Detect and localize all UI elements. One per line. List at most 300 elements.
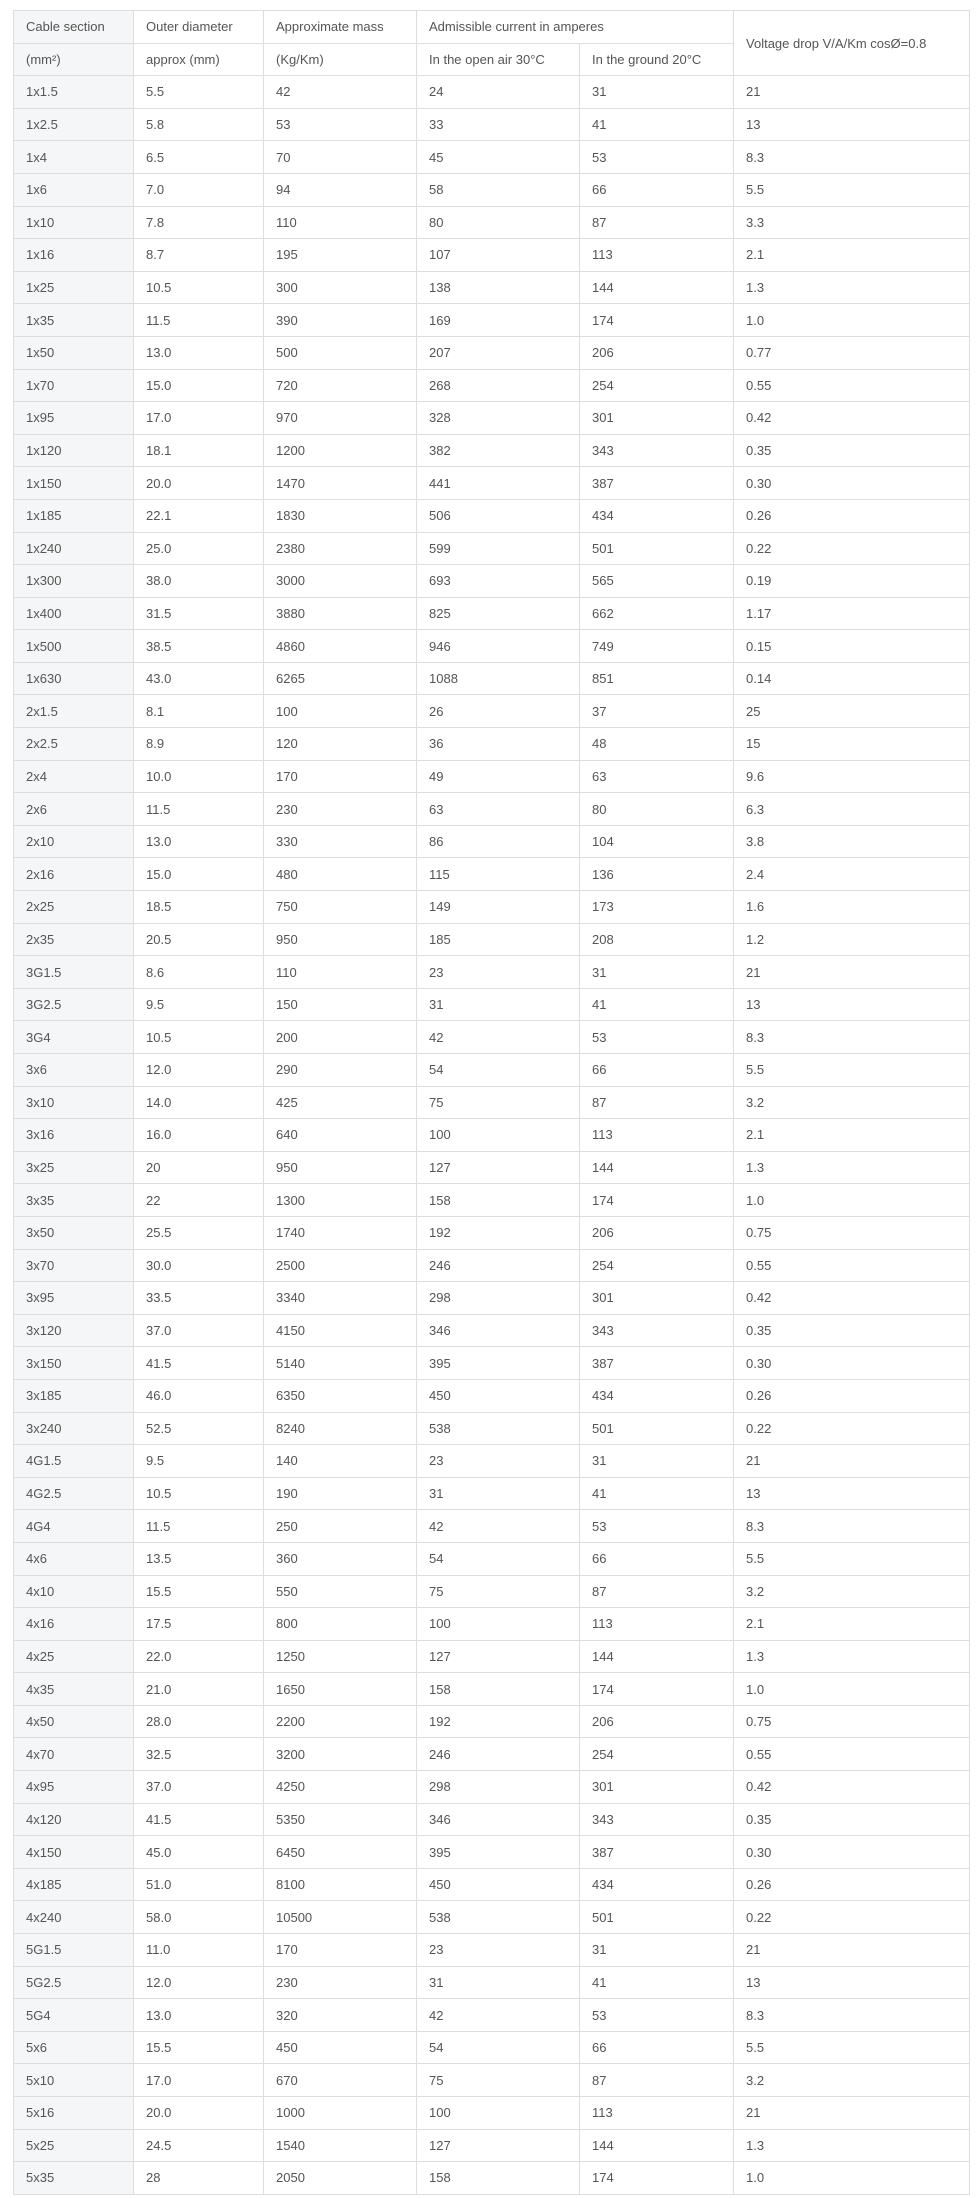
table-row (14, 1119, 970, 1152)
cell-open-air-current: 42 (417, 1510, 580, 1543)
table-row (14, 1608, 970, 1641)
cell-cable-section: 3x70 (14, 1249, 134, 1282)
cell-cable-section: 4x70 (14, 1738, 134, 1771)
cell-outer-diameter: 9.5 (134, 1445, 264, 1478)
cell-open-air-current: 158 (417, 2162, 580, 2195)
cell-open-air-current: 23 (417, 1934, 580, 1967)
cell-ground-current: 387 (580, 1836, 734, 1869)
cell-outer-diameter: 28.0 (134, 1705, 264, 1738)
cell-voltage-drop: 2.1 (734, 239, 970, 272)
cell-cable-section: 1x185 (14, 499, 134, 532)
cell-cable-section: 3x185 (14, 1379, 134, 1412)
cell-open-air-current: 42 (417, 1999, 580, 2032)
cell-ground-current: 434 (580, 499, 734, 532)
cell-voltage-drop: 8.3 (734, 141, 970, 174)
table-row (14, 858, 970, 891)
table-row (14, 108, 970, 141)
cell-ground-current: 174 (580, 1673, 734, 1706)
table-row (14, 956, 970, 989)
cell-cable-section: 3x240 (14, 1412, 134, 1445)
cell-outer-diameter: 18.1 (134, 434, 264, 467)
cell-outer-diameter: 13.0 (134, 1999, 264, 2032)
table-row (14, 499, 970, 532)
header-outer-diameter: Outer diameter (134, 11, 264, 44)
cell-mass: 2050 (264, 2162, 417, 2195)
cell-open-air-current: 115 (417, 858, 580, 891)
cell-mass: 1250 (264, 1640, 417, 1673)
cell-open-air-current: 246 (417, 1738, 580, 1771)
table-row (14, 271, 970, 304)
cell-cable-section: 3x50 (14, 1216, 134, 1249)
cell-cable-section: 1x120 (14, 434, 134, 467)
cell-voltage-drop: 13 (734, 108, 970, 141)
cell-voltage-drop: 0.22 (734, 1412, 970, 1445)
cell-outer-diameter: 18.5 (134, 891, 264, 924)
table-row (14, 1184, 970, 1217)
cell-open-air-current: 75 (417, 1575, 580, 1608)
cell-cable-section: 5G1.5 (14, 1934, 134, 1967)
cell-voltage-drop: 0.42 (734, 1282, 970, 1315)
cell-cable-section: 1x1.5 (14, 76, 134, 109)
cell-open-air-current: 207 (417, 336, 580, 369)
cell-outer-diameter: 33.5 (134, 1282, 264, 1315)
cell-cable-section: 4x120 (14, 1803, 134, 1836)
cell-outer-diameter: 5.8 (134, 108, 264, 141)
cell-open-air-current: 31 (417, 1477, 580, 1510)
cell-open-air-current: 54 (417, 1542, 580, 1575)
cell-ground-current: 501 (580, 532, 734, 565)
cell-cable-section: 4x16 (14, 1608, 134, 1641)
cell-open-air-current: 328 (417, 402, 580, 435)
cell-mass: 8240 (264, 1412, 417, 1445)
cell-open-air-current: 36 (417, 728, 580, 761)
cell-ground-current: 87 (580, 2064, 734, 2097)
cell-cable-section: 1x70 (14, 369, 134, 402)
cell-open-air-current: 100 (417, 1119, 580, 1152)
cell-ground-current: 31 (580, 956, 734, 989)
cell-outer-diameter: 51.0 (134, 1868, 264, 1901)
cell-outer-diameter: 32.5 (134, 1738, 264, 1771)
cell-voltage-drop: 0.55 (734, 369, 970, 402)
cell-voltage-drop: 5.5 (734, 1542, 970, 1575)
cell-cable-section: 2x6 (14, 793, 134, 826)
table-row (14, 467, 970, 500)
cell-cable-section: 5G4 (14, 1999, 134, 2032)
cell-outer-diameter: 15.5 (134, 2031, 264, 2064)
cell-mass: 2200 (264, 1705, 417, 1738)
cell-open-air-current: 1088 (417, 662, 580, 695)
table-row (14, 1999, 970, 2032)
cell-cable-section: 4G1.5 (14, 1445, 134, 1478)
cell-cable-section: 2x16 (14, 858, 134, 891)
cell-voltage-drop: 0.30 (734, 1836, 970, 1869)
cell-voltage-drop: 0.35 (734, 1803, 970, 1836)
cell-cable-section: 4x25 (14, 1640, 134, 1673)
cell-voltage-drop: 1.17 (734, 597, 970, 630)
table-row (14, 402, 970, 435)
cell-cable-section: 1x25 (14, 271, 134, 304)
cell-outer-diameter: 12.0 (134, 1966, 264, 1999)
table-row (14, 239, 970, 272)
cell-voltage-drop: 0.35 (734, 434, 970, 467)
cell-voltage-drop: 1.3 (734, 271, 970, 304)
cell-ground-current: 53 (580, 141, 734, 174)
table-row (14, 1673, 970, 1706)
cell-open-air-current: 127 (417, 1640, 580, 1673)
cell-ground-current: 113 (580, 2097, 734, 2130)
table-row (14, 1803, 970, 1836)
cell-outer-diameter: 30.0 (134, 1249, 264, 1282)
cell-voltage-drop: 0.77 (734, 336, 970, 369)
cell-outer-diameter: 15.5 (134, 1575, 264, 1608)
cell-ground-current: 343 (580, 434, 734, 467)
cell-ground-current: 343 (580, 1803, 734, 1836)
cell-outer-diameter: 10.5 (134, 1477, 264, 1510)
cell-cable-section: 2x35 (14, 923, 134, 956)
cell-outer-diameter: 58.0 (134, 1901, 264, 1934)
cell-mass: 1000 (264, 2097, 417, 2130)
cell-voltage-drop: 0.22 (734, 532, 970, 565)
table-row (14, 1282, 970, 1315)
cell-cable-section: 4x95 (14, 1771, 134, 1804)
cell-cable-section: 4x6 (14, 1542, 134, 1575)
cell-ground-current: 136 (580, 858, 734, 891)
cell-voltage-drop: 0.30 (734, 1347, 970, 1380)
cell-mass: 2500 (264, 1249, 417, 1282)
cell-cable-section: 3x10 (14, 1086, 134, 1119)
cell-outer-diameter: 6.5 (134, 141, 264, 174)
cell-outer-diameter: 46.0 (134, 1379, 264, 1412)
cell-ground-current: 87 (580, 1575, 734, 1608)
cell-mass: 195 (264, 239, 417, 272)
cell-open-air-current: 825 (417, 597, 580, 630)
cell-mass: 950 (264, 1151, 417, 1184)
table-row (14, 336, 970, 369)
header-admissible-current: Admissible current in amperes (417, 11, 734, 44)
table-row (14, 793, 970, 826)
cell-outer-diameter: 10.5 (134, 271, 264, 304)
cell-mass: 970 (264, 402, 417, 435)
cell-outer-diameter: 13.0 (134, 825, 264, 858)
cell-outer-diameter: 37.0 (134, 1771, 264, 1804)
cell-mass: 4860 (264, 630, 417, 663)
cell-outer-diameter: 20.0 (134, 467, 264, 500)
cell-open-air-current: 138 (417, 271, 580, 304)
cell-mass: 330 (264, 825, 417, 858)
cell-outer-diameter: 45.0 (134, 1836, 264, 1869)
cell-ground-current: 173 (580, 891, 734, 924)
cell-cable-section: 1x6 (14, 173, 134, 206)
table-row (14, 304, 970, 337)
cell-cable-section: 4x35 (14, 1673, 134, 1706)
cell-open-air-current: 100 (417, 2097, 580, 2130)
header-outer-diameter-unit: approx (mm) (134, 43, 264, 76)
table-row (14, 630, 970, 663)
cell-voltage-drop: 8.3 (734, 1999, 970, 2032)
cell-ground-current: 254 (580, 369, 734, 402)
cell-cable-section: 1x16 (14, 239, 134, 272)
cell-open-air-current: 298 (417, 1771, 580, 1804)
cell-open-air-current: 538 (417, 1901, 580, 1934)
cell-mass: 670 (264, 2064, 417, 2097)
cell-mass: 1300 (264, 1184, 417, 1217)
table-row (14, 2162, 970, 2195)
cell-mass: 170 (264, 1934, 417, 1967)
cell-cable-section: 1x2.5 (14, 108, 134, 141)
table-row (14, 1901, 970, 1934)
table-row (14, 662, 970, 695)
cell-cable-section: 5x6 (14, 2031, 134, 2064)
cell-voltage-drop: 25 (734, 695, 970, 728)
table-row (14, 1347, 970, 1380)
cell-outer-diameter: 20 (134, 1151, 264, 1184)
cell-voltage-drop: 3.2 (734, 1086, 970, 1119)
cell-voltage-drop: 1.0 (734, 2162, 970, 2195)
cell-cable-section: 1x500 (14, 630, 134, 663)
cell-ground-current: 662 (580, 597, 734, 630)
cell-ground-current: 113 (580, 1608, 734, 1641)
cell-outer-diameter: 38.0 (134, 565, 264, 598)
cell-open-air-current: 31 (417, 1966, 580, 1999)
header-approximate-mass: Approximate mass (264, 11, 417, 44)
cell-outer-diameter: 10.5 (134, 1021, 264, 1054)
cell-open-air-current: 268 (417, 369, 580, 402)
table-row (14, 141, 970, 174)
cell-ground-current: 41 (580, 1477, 734, 1510)
cell-mass: 5350 (264, 1803, 417, 1836)
cell-outer-diameter: 16.0 (134, 1119, 264, 1152)
cell-outer-diameter: 37.0 (134, 1314, 264, 1347)
table-row (14, 1412, 970, 1445)
cell-mass: 800 (264, 1608, 417, 1641)
cell-open-air-current: 127 (417, 1151, 580, 1184)
cell-cable-section: 1x400 (14, 597, 134, 630)
cell-open-air-current: 599 (417, 532, 580, 565)
cell-mass: 3340 (264, 1282, 417, 1315)
cell-voltage-drop: 21 (734, 2097, 970, 2130)
cell-cable-section: 3x25 (14, 1151, 134, 1184)
cell-voltage-drop: 0.35 (734, 1314, 970, 1347)
cell-ground-current: 80 (580, 793, 734, 826)
cell-cable-section: 2x4 (14, 760, 134, 793)
cell-outer-diameter: 25.5 (134, 1216, 264, 1249)
cell-ground-current: 41 (580, 988, 734, 1021)
cell-voltage-drop: 0.75 (734, 1216, 970, 1249)
cell-mass: 550 (264, 1575, 417, 1608)
table-row (14, 1575, 970, 1608)
cell-open-air-current: 80 (417, 206, 580, 239)
header-open-air: In the open air 30°C (417, 43, 580, 76)
table-row (14, 825, 970, 858)
table-row (14, 1314, 970, 1347)
cell-mass: 70 (264, 141, 417, 174)
cell-ground-current: 113 (580, 239, 734, 272)
cell-outer-diameter: 17.0 (134, 402, 264, 435)
cell-mass: 110 (264, 956, 417, 989)
cell-voltage-drop: 2.4 (734, 858, 970, 891)
cell-voltage-drop: 0.26 (734, 1379, 970, 1412)
cell-ground-current: 254 (580, 1738, 734, 1771)
cell-mass: 720 (264, 369, 417, 402)
cell-mass: 100 (264, 695, 417, 728)
table-row (14, 1021, 970, 1054)
cell-outer-diameter: 9.5 (134, 988, 264, 1021)
cell-ground-current: 144 (580, 2129, 734, 2162)
cell-open-air-current: 23 (417, 956, 580, 989)
cell-cable-section: 3G1.5 (14, 956, 134, 989)
cell-voltage-drop: 8.3 (734, 1510, 970, 1543)
table-row (14, 1054, 970, 1087)
cell-ground-current: 206 (580, 336, 734, 369)
cell-mass: 1200 (264, 434, 417, 467)
cell-outer-diameter: 20.0 (134, 2097, 264, 2130)
cell-voltage-drop: 21 (734, 956, 970, 989)
table-row (14, 1738, 970, 1771)
cell-ground-current: 144 (580, 1151, 734, 1184)
cell-ground-current: 144 (580, 271, 734, 304)
cell-open-air-current: 45 (417, 141, 580, 174)
cell-mass: 3880 (264, 597, 417, 630)
cell-mass: 110 (264, 206, 417, 239)
cell-outer-diameter: 11.5 (134, 1510, 264, 1543)
cell-voltage-drop: 1.3 (734, 1640, 970, 1673)
header-cable-section: Cable section (14, 11, 134, 44)
cell-mass: 6265 (264, 662, 417, 695)
table-row (14, 1640, 970, 1673)
cell-open-air-current: 346 (417, 1314, 580, 1347)
cell-outer-diameter: 5.5 (134, 76, 264, 109)
cell-ground-current: 66 (580, 1054, 734, 1087)
cell-ground-current: 37 (580, 695, 734, 728)
cell-mass: 8100 (264, 1868, 417, 1901)
cell-outer-diameter: 41.5 (134, 1803, 264, 1836)
cell-cable-section: 5x25 (14, 2129, 134, 2162)
cell-open-air-current: 395 (417, 1347, 580, 1380)
cell-voltage-drop: 1.3 (734, 1151, 970, 1184)
cell-ground-current: 851 (580, 662, 734, 695)
cell-mass: 250 (264, 1510, 417, 1543)
cell-open-air-current: 86 (417, 825, 580, 858)
cell-open-air-current: 246 (417, 1249, 580, 1282)
table-row (14, 760, 970, 793)
cell-open-air-current: 298 (417, 1282, 580, 1315)
cell-outer-diameter: 7.8 (134, 206, 264, 239)
cell-mass: 53 (264, 108, 417, 141)
cell-ground-current: 565 (580, 565, 734, 598)
cell-outer-diameter: 10.0 (134, 760, 264, 793)
cell-ground-current: 254 (580, 1249, 734, 1282)
table-row (14, 173, 970, 206)
cell-cable-section: 3x6 (14, 1054, 134, 1087)
cell-cable-section: 1x35 (14, 304, 134, 337)
cell-open-air-current: 31 (417, 988, 580, 1021)
cell-open-air-current: 33 (417, 108, 580, 141)
cell-cable-section: 3G2.5 (14, 988, 134, 1021)
cell-cable-section: 1x95 (14, 402, 134, 435)
cell-voltage-drop: 1.0 (734, 1673, 970, 1706)
cell-mass: 750 (264, 891, 417, 924)
cell-outer-diameter: 11.0 (134, 1934, 264, 1967)
cell-outer-diameter: 43.0 (134, 662, 264, 695)
cell-mass: 360 (264, 1542, 417, 1575)
cell-voltage-drop: 3.3 (734, 206, 970, 239)
cell-voltage-drop: 13 (734, 1477, 970, 1510)
cell-open-air-current: 100 (417, 1608, 580, 1641)
cell-outer-diameter: 8.6 (134, 956, 264, 989)
table-row (14, 1445, 970, 1478)
cell-voltage-drop: 21 (734, 76, 970, 109)
cell-cable-section: 1x630 (14, 662, 134, 695)
cell-mass: 1470 (264, 467, 417, 500)
cell-mass: 6450 (264, 1836, 417, 1869)
cell-open-air-current: 127 (417, 2129, 580, 2162)
cell-open-air-current: 149 (417, 891, 580, 924)
table-row (14, 369, 970, 402)
cell-ground-current: 501 (580, 1412, 734, 1445)
cell-voltage-drop: 0.55 (734, 1249, 970, 1282)
cell-outer-diameter: 15.0 (134, 858, 264, 891)
cell-mass: 1650 (264, 1673, 417, 1706)
cell-cable-section: 5x16 (14, 2097, 134, 2130)
cell-voltage-drop: 15 (734, 728, 970, 761)
cell-cable-section: 1x4 (14, 141, 134, 174)
cell-cable-section: 4x10 (14, 1575, 134, 1608)
cell-open-air-current: 54 (417, 2031, 580, 2064)
cell-ground-current: 53 (580, 1510, 734, 1543)
cell-ground-current: 48 (580, 728, 734, 761)
cell-mass: 6350 (264, 1379, 417, 1412)
cell-cable-section: 3G4 (14, 1021, 134, 1054)
cell-mass: 42 (264, 76, 417, 109)
cell-mass: 140 (264, 1445, 417, 1478)
cell-cable-section: 4G4 (14, 1510, 134, 1543)
cell-voltage-drop: 0.14 (734, 662, 970, 695)
cell-cable-section: 4x50 (14, 1705, 134, 1738)
cell-voltage-drop: 13 (734, 988, 970, 1021)
cell-open-air-current: 346 (417, 1803, 580, 1836)
cell-mass: 170 (264, 760, 417, 793)
table-row (14, 1249, 970, 1282)
cell-mass: 1830 (264, 499, 417, 532)
cell-cable-section: 2x25 (14, 891, 134, 924)
cell-ground-current: 41 (580, 108, 734, 141)
cell-ground-current: 434 (580, 1379, 734, 1412)
cell-open-air-current: 450 (417, 1868, 580, 1901)
cell-ground-current: 174 (580, 2162, 734, 2195)
table-row (14, 1966, 970, 1999)
cell-voltage-drop: 1.0 (734, 1184, 970, 1217)
table-row (14, 1151, 970, 1184)
cell-open-air-current: 54 (417, 1054, 580, 1087)
table-row (14, 1379, 970, 1412)
cell-voltage-drop: 9.6 (734, 760, 970, 793)
cell-cable-section: 2x1.5 (14, 695, 134, 728)
table-row (14, 532, 970, 565)
cell-ground-current: 87 (580, 206, 734, 239)
cell-outer-diameter: 52.5 (134, 1412, 264, 1445)
cell-voltage-drop: 5.5 (734, 173, 970, 206)
cell-cable-section: 4x150 (14, 1836, 134, 1869)
cell-mass: 3000 (264, 565, 417, 598)
table-row (14, 2097, 970, 2130)
cell-ground-current: 31 (580, 1934, 734, 1967)
cell-ground-current: 174 (580, 1184, 734, 1217)
cell-mass: 290 (264, 1054, 417, 1087)
cell-cable-section: 2x10 (14, 825, 134, 858)
cell-open-air-current: 192 (417, 1216, 580, 1249)
cell-voltage-drop: 13 (734, 1966, 970, 1999)
cell-ground-current: 66 (580, 2031, 734, 2064)
